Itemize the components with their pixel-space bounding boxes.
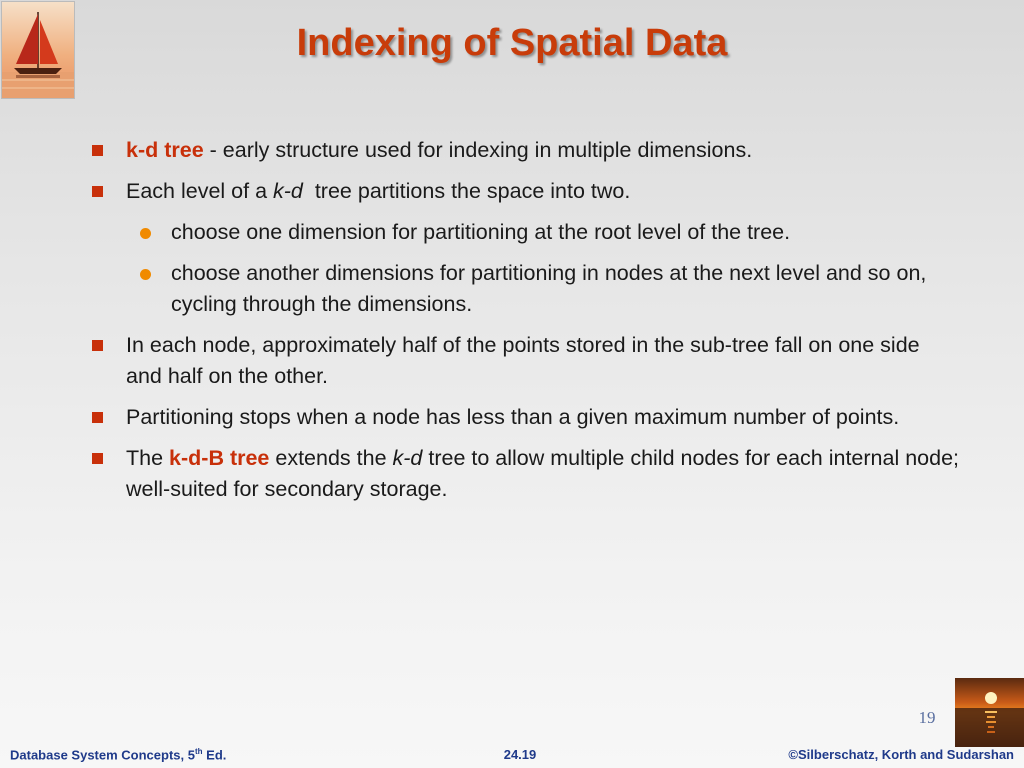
footer [0,747,1024,768]
bullet-kdb-tree [90,443,960,505]
bullet-partitioning-stops [90,402,960,433]
footer-slide-number: 24.19 [503,747,537,762]
square-bullet-icon [92,145,103,156]
bullet-text: Partitioning stops when a node has less than a given maximum number of points. [126,405,900,429]
sub-bullet-text: choose another dimensions for partitioning in nodes at the next level and so on, cycling through the dimensions. [171,261,927,316]
bullet-kd-tree [90,135,960,166]
square-bullet-icon [92,412,103,423]
footer-book-name: Database System Concepts, 5 [10,747,195,763]
round-bullet-icon [140,228,151,239]
keyword-kd-tree: k-d tree [126,138,204,162]
bullet-text: extends the [269,446,393,470]
italic-term: k-d [273,179,303,203]
bullet-text: In each node, approximately half of the points stored in the sub-tree fall on one side and half on the other. [126,333,920,388]
footer-book-title [10,747,226,762]
bullet-text: Each level of a [126,179,274,203]
keyword-kdb-tree: k-d-B tree [169,446,270,470]
slide-title: Indexing of Spatial Data [296,22,728,64]
slide-body [90,135,960,515]
bullet-half-points [90,330,960,392]
sunset-image-icon [955,678,1024,747]
sub-bullet-text: choose one dimension for partitioning at the root level of the tree. [171,220,791,244]
footer-copyright: ©Silberschatz, Korth and Sudarshan [788,747,1014,762]
page-number: 19 [918,708,936,727]
sub-bullet-next-dimension [90,258,960,320]
bullet-text: tree partitions the space into two. [302,179,631,203]
italic-term: k-d [392,446,423,470]
square-bullet-icon [92,186,103,197]
bullet-text: The [126,446,170,470]
bullet-text: tree to allow multiple child nodes for each internal node; well-suited for secondary storage. [126,446,960,501]
sub-bullet-root-dimension [90,217,960,248]
bullet-text: - early structure used for indexing in multiple dimensions. [203,138,753,162]
square-bullet-icon [92,453,103,464]
footer-edition-suffix: Ed. [202,747,227,763]
square-bullet-icon [92,340,103,351]
bullet-each-level [90,176,960,207]
round-bullet-icon [140,269,151,280]
footer-edition-sup: th [194,747,203,756]
